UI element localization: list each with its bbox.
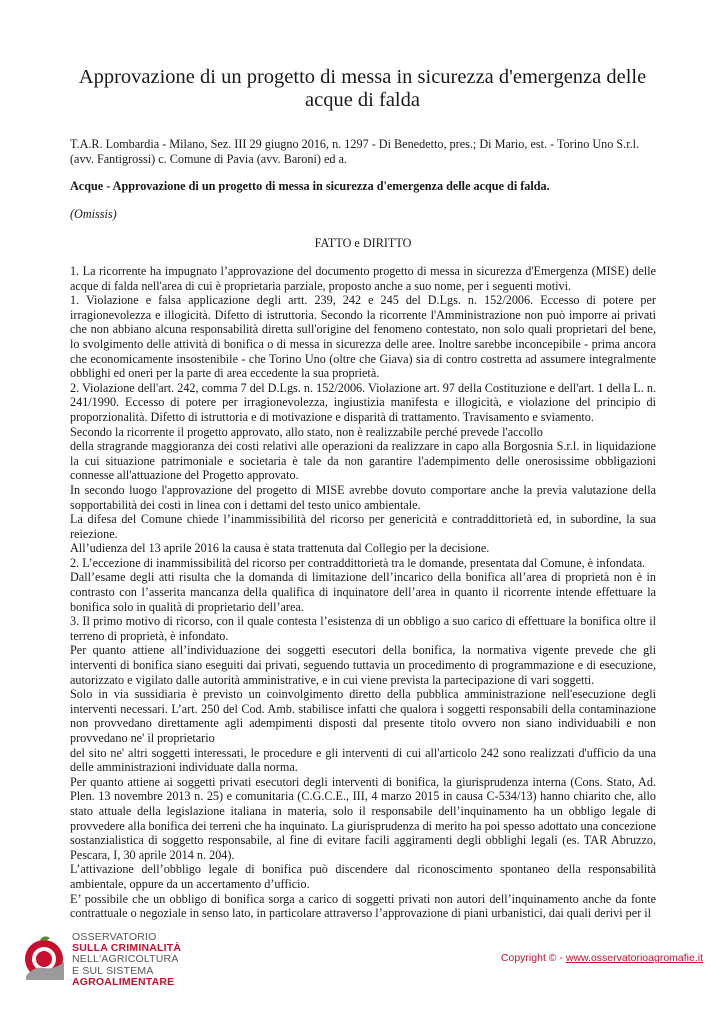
document-title: Approvazione di un progetto di messa in sicurezza d'emergenza delle acque di falda (78, 66, 647, 111)
page-footer (0, 922, 725, 1002)
paragraph: della stragrande maggioranza dei costi relativi alle operazioni da realizzare in capo alla Borgosnia S.r.l. in liquidazione la cui situazione patrimoniale e societaria è tale da non garantire l'adempimento delle onerosissime obbligazioni connesse all'attuazione del Progetto approvato. (70, 439, 656, 483)
paragraph: Solo in via sussidiaria è previsto un coinvolgimento diretto della pubblica amministrazione nell'esecuzione degli interventi necessari. L’art. 250 del Cod. Amb. stabilisce infatti che qualora i soggetti responsabili della contaminazione non provvedano direttamente agli adempimenti disposti dal presente titolo ovvero non siano individuabili e non provvedano ne' il proprietario (70, 687, 656, 745)
paragraph: L’attivazione dell’obbligo legale di bonifica può discendere dal riconoscimento spontaneo della responsabilità ambientale, oppure da un accertamento d’ufficio. (70, 862, 656, 891)
copyright-notice (501, 952, 703, 964)
copyright-prefix: Copyright © - (500, 952, 566, 964)
paragraph: In secondo luogo l'approvazione del progetto di MISE avrebbe dovuto comportare anche la previa valutazione della sopportabilità dei costi in linea con i dettami del testo unico ambientale. (70, 482, 656, 512)
document-body (70, 264, 656, 921)
osservatorio-logo (20, 932, 230, 994)
paragraph: All’udienza del 13 aprile 2016 la causa è stata trattenuta dal Collegio per la decisione. (70, 541, 490, 556)
osservatorio-logo-icon (20, 932, 70, 982)
logo-text (72, 932, 181, 988)
paragraph: La difesa del Comune chiede l’inammissibilità del ricorso per genericità e contraddittorietà ed, in subordine, la sua reiezione. (70, 512, 656, 541)
paragraph: Per quanto attiene ai soggetti privati esecutori degli interventi di bonifica, la giurisprudenza interna (Cons. Stato, Ad. Plen. 13 novembre 2013 n. 25) e comunitaria (C.G.C.E., III, 4 marzo 2015 in causa C-534/13) hanno chiarito che, allo stato attuale della legislazione italiana in materia, solo il responsabile dell’inquinamento ha un obbligo legale di provvedere alla bonifica dei terreni che ha inquinato. La giurisprudenza di merito ha poi spesso adottato una concezione sostanzialistica di soggetto responsabile, al fine di evitare facili aggiramenti degli obblighi legali (es. TAR Abruzzo, Pescara, I, 30 aprile 2014 n. 204). (70, 774, 656, 862)
paragraph: 2. Violazione dell'art. 242, comma 7 del D.Lgs. n. 152/2006. Violazione art. 97 della Costituzione e dell'art. 1 della L. n. 241/1990. Eccesso di potere per irragionevolezza, ingiustizia manifesta e illogicità, e violazione del principio di proporzionalità. Difetto di istruttoria e di motivazione e disparità di trattamento. Travisamento e sviamento. (70, 380, 656, 424)
logo-line: OSSERVATORIO (72, 931, 157, 943)
subject-line: Acque - Approvazione di un progetto di messa in sicurezza d'emergenza delle acque di falda. (70, 179, 550, 193)
paragraph: del sito ne' altri soggetti interessati, le procedure e gli interventi di cui all'articolo 242 sono realizzati d'ufficio da una delle amministrazioni individuate dalla norma. (70, 745, 656, 775)
case-citation: T.A.R. Lombardia - Milano, Sez. III 29 giugno 2016, n. 1297 - Di Benedetto, pres.; Di Mario, est. - Torino Uno S.r.l. (avv. Fantigrossi) c. Comune di Pavia (avv. Baroni) ed a. (70, 137, 640, 166)
omissis-note: (Omissis) (70, 207, 117, 221)
logo-line: E SUL SISTEMA (72, 964, 154, 977)
paragraph: Per quanto attiene all’individuazione dei soggetti esecutori della bonifica, la normativa vigente prevede che gli interventi di bonifica siano eseguiti dai privati, seguendo tuttavia un procedimento di programmazione e di esecuzione, autorizzato e vigilato dalle autorità amministrative, e in cui viene prevista la partecipazione di vari soggetti. (70, 643, 656, 687)
logo-line: NELL'AGRICOLTURA (72, 953, 179, 966)
paragraph: 1. La ricorrente ha impugnato l’approvazione del documento progetto di messa in sicurezza d'Emergenza (MISE) delle acque di falda nell'area di cui è proprietaria parziale, proposto anche a suo nome, per i seguenti motivi. (70, 264, 656, 293)
paragraph: 3. Il primo motivo di ricorso, con il quale contesta l’esistenza di un obbligo a suo carico di effettuare la bonifica oltre il terreno di proprietà, è infondato. (70, 614, 656, 643)
paragraph: 1. Violazione e falsa applicazione degli artt. 239, 242 e 245 del D.Lgs. n. 152/2006. Eccesso di potere per irragionevolezza e illogicità. Difetto di istruttoria. Secondo la ricorrente l'Amministrazione non può imporre ai privati che non abbiano alcuna responsabilità diretta sull'origine del fenomeno contestato, non solo quali proprietari del bene, lo svolgimento delle attività di bonifica o di messa in sicurezza delle aree. Inoltre sarebbe inconcepibile - prima ancora che economicamente insostenibile - che Torino Uno (oltre che Giava) sia di contro costretta ad assumere integralmente obblighi ed oneri per la parte di area eccedente la sua proprietà. (70, 293, 656, 381)
logo-line: AGROALIMENTARE (72, 975, 175, 988)
logo-line: SULLA CRIMINALITÀ (72, 942, 182, 955)
website-link[interactable]: www.osservatorioagromafie.it (565, 952, 703, 964)
section-heading: FATTO e DIRITTO (314, 236, 412, 250)
paragraph: 2. L’eccezione di inammissibilità del ricorso per contraddittorietà tra le domande, presentata dal Comune, è infondata. (70, 555, 646, 570)
paragraph: E’ possibile che un obbligo di bonifica sorga a carico di soggetti privati non autori dell’inquinamento anche da fonte contrattuale o negoziale in senso lato, in particolare attraverso l’approvazione di piani urbanistici, dai quali derivi per il (70, 891, 656, 921)
paragraph: Secondo la ricorrente il progetto approvato, allo stato, non è realizzabile perché prevede l'accollo (70, 424, 543, 439)
paragraph: Dall’esame degli atti risulta che la domanda di limitazione dell’incarico della bonifica all’area di proprietà non è in contrasto con l’asserita mancanza della qualifica di inquinatore dell’area in quanto il ricorrente intende effettuare la bonifica solo in qualità di proprietario dell’area. (70, 570, 656, 614)
